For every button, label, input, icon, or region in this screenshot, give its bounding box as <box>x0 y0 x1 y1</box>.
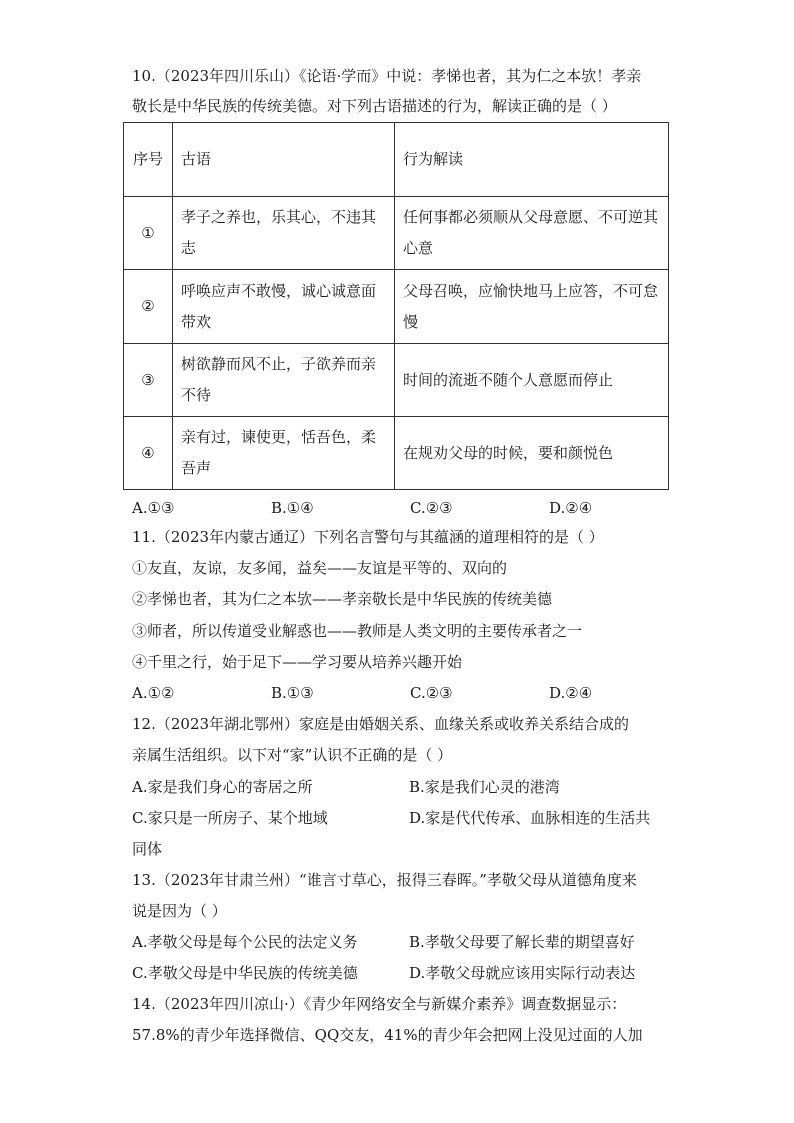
q13-stem-line-2: 说是因为（ ） <box>132 902 227 920</box>
option-d[interactable]: D.②④ <box>549 499 593 517</box>
q10-stem-line-1: 10.（2023年四川乐山）《论语·学而》中说：孝悌也者，其为仁之本欤！孝亲 <box>132 67 642 85</box>
table-header-row <box>124 123 669 197</box>
header-number: 序号 <box>124 123 173 197</box>
q11-item-1: ①友直，友谅，友多闻，益矣——友谊是平等的、双向的 <box>132 559 508 577</box>
q13-stem-line-1: 13.（2023年甘肃兰州）“谁言寸草心，报得三春晖。”孝敬父母从道德角度来 <box>132 871 637 889</box>
row-number: ① <box>124 197 173 270</box>
row-number: ② <box>124 270 173 344</box>
option-d[interactable]: D.家是代代传承、血脉相连的生活共 <box>409 809 651 827</box>
q11-stem: 11.（2023年内蒙古通辽）下列名言警句与其蕴涵的道理相符的是（ ） <box>132 528 604 546</box>
table-row <box>124 417 669 490</box>
table-row <box>124 197 669 270</box>
option-d[interactable]: D.孝敬父母就应该用实际行动表达 <box>409 964 636 982</box>
header-classic: 古语 <box>173 123 395 197</box>
row-number: ④ <box>124 417 173 490</box>
q11-options <box>132 682 672 704</box>
option-b[interactable]: B.①③ <box>271 684 314 702</box>
row-classic: 孝子之养也，乐其心，不违其志 <box>173 197 395 270</box>
option-c[interactable]: C.②③ <box>410 499 453 517</box>
option-c[interactable]: C.孝敬父母是中华民族的传统美德 <box>132 964 358 982</box>
row-classic: 树欲静而风不止，子欲养而亲不待 <box>173 344 395 417</box>
row-classic: 呼唤应声不敢慢，诚心诚意面带欢 <box>173 270 395 344</box>
q11-item-2: ②孝悌也者，其为仁之本欤——孝亲敬长是中华民族的传统美德 <box>132 590 553 608</box>
option-d[interactable]: D.②④ <box>549 684 593 702</box>
q12-stem-line-2: 亲属生活组织。以下对“家”认识不正确的是（ ） <box>132 746 453 764</box>
row-interpretation: 任何事都必须顺从父母意愿、不可逆其心意 <box>395 197 669 270</box>
row-interpretation: 父母召唤，应愉快地马上应答，不可怠慢 <box>395 270 669 344</box>
option-d-continued: 同体 <box>132 840 163 858</box>
option-a[interactable]: A.①② <box>132 684 175 702</box>
q10-options <box>132 497 672 519</box>
row-classic: 亲有过，谏使更，恬吾色，柔吾声 <box>173 417 395 490</box>
q10-table <box>123 122 669 490</box>
q11-item-3: ③师者，所以传道受业解惑也——教师是人类文明的主要传承者之一 <box>132 622 583 640</box>
q13-options-row-1 <box>132 931 672 953</box>
option-b[interactable]: B.孝敬父母要了解长辈的期望喜好 <box>409 933 635 951</box>
row-interpretation: 时间的流逝不随个人意愿而停止 <box>395 344 669 417</box>
q12-options-row-2 <box>132 807 672 829</box>
row-interpretation: 在规劝父母的时候，要和颜悦色 <box>395 417 669 490</box>
option-b[interactable]: B.家是我们心灵的港湾 <box>409 778 560 796</box>
option-c[interactable]: C.家只是一所房子、某个地域 <box>132 809 328 827</box>
header-interpretation: 行为解读 <box>395 123 669 197</box>
q12-options-row-1 <box>132 776 672 798</box>
q14-stem-line-2: 57.8%的青少年选择微信、QQ交友，41%的青少年会把网上没见过面的人加 <box>132 1026 643 1044</box>
option-a[interactable]: A.①③ <box>132 499 175 517</box>
option-a[interactable]: A.家是我们身心的寄居之所 <box>132 778 313 796</box>
option-c[interactable]: C.②③ <box>410 684 453 702</box>
q14-stem-line-1: 14.（2023年四川凉山·）《青少年网络安全与新媒介素养》调查数据显示： <box>132 995 627 1013</box>
option-b[interactable]: B.①④ <box>271 499 314 517</box>
table-row <box>124 270 669 344</box>
option-a[interactable]: A.孝敬父母是每个公民的法定义务 <box>132 933 358 951</box>
q12-stem-line-1: 12.（2023年湖北鄂州）家庭是由婚姻关系、血缘关系或收养关系结合成的 <box>132 715 630 733</box>
row-number: ③ <box>124 344 173 417</box>
q13-options-row-2 <box>132 962 672 984</box>
q11-item-4: ④千里之行，始于足下——学习要从培养兴趣开始 <box>132 653 463 671</box>
table-row <box>124 344 669 417</box>
q10-stem-line-2: 敬长是中华民族的传统美德。对下列古语描述的行为，解读正确的是（ ） <box>132 97 617 115</box>
